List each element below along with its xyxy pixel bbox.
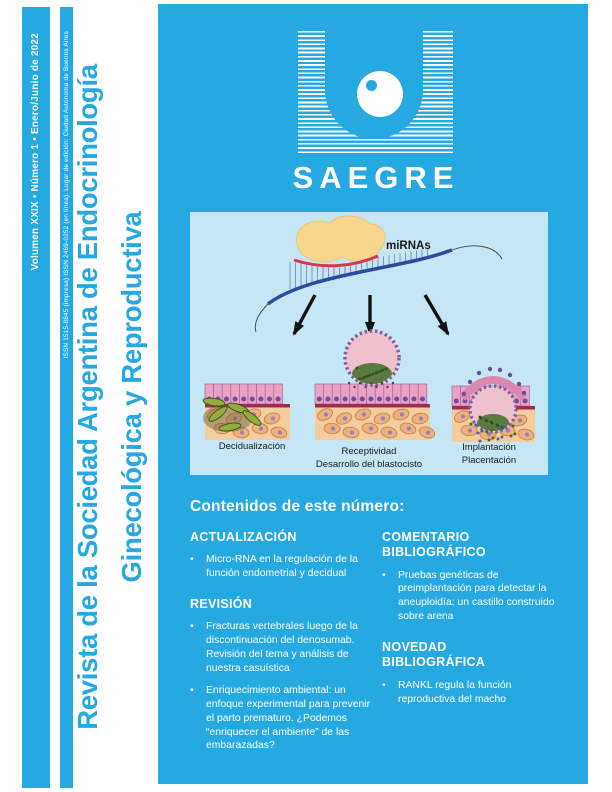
figure-caption-receptivity: Receptividad Desarrollo del blastocisto xyxy=(315,446,423,471)
spine-issn-text: ISSN 1515-8845 (impresa) ISSN 2469-0252 (en línea). Lugar de edición: Ciudad Autónoma de Buenos Aires xyxy=(63,31,70,359)
figure-caption-decidualization: Decidualización xyxy=(218,441,286,452)
section-title-actualizacion: ACTUALIZACIÓN xyxy=(190,530,297,544)
journal-title-line1: Revista de la Sociedad Argentina de Endocrinología xyxy=(72,64,103,730)
bullet-icon: • xyxy=(382,678,386,691)
saegre-logo-icon xyxy=(298,31,453,153)
journal-title-line2: Ginecológica y Reproductiva xyxy=(116,211,147,583)
list-item: • RANKL regula la función reproductiva del macho xyxy=(382,678,512,705)
list-item: • Enriquecimiento ambiental: un enfoque experimental para prevenir el parto prematuro. ¿Podemos “enriquecer el ambiente” de las embarazadas? xyxy=(190,684,371,752)
list-item: • Fracturas vertebrales luego de la discontinuación del denosumab. Revisión del tema y análisis de nuestra casuística xyxy=(190,620,358,674)
spine-volume-text: Volumen XXIX • Número 1 • Enero/Junio de 2022 xyxy=(30,33,41,271)
mirna-figure-drawing xyxy=(190,212,548,475)
section-title-novedad: NOVEDAD BIBLIOGRÁFICA xyxy=(382,640,486,670)
contents-section xyxy=(190,498,574,753)
contents-column-right xyxy=(382,530,574,753)
bullet-icon: • xyxy=(190,553,194,565)
contents-column-left xyxy=(190,530,382,753)
journal-title xyxy=(66,6,156,788)
figure-caption-implantation: Implantación Placentación xyxy=(461,442,517,467)
list-item: • Micro-RNA en la regulación de la función endometrial y decidual xyxy=(190,553,358,579)
mirna-figure xyxy=(190,212,548,475)
bullet-icon: • xyxy=(382,568,386,581)
list-item: • Pruebas genéticas de preimplantación para detectar la aneuploidía: un castillo construido sobre arena xyxy=(382,568,555,622)
logo-wordmark: SAEGRE xyxy=(292,160,460,195)
bullet-icon: • xyxy=(190,684,194,697)
logo-oocyte-icon xyxy=(357,71,403,117)
mirna-figure-label: miRNAs xyxy=(386,240,431,252)
section-title-comentario: COMENTARIO BIBLIOGRÁFICO xyxy=(382,530,486,559)
logo-arch-shape xyxy=(325,31,423,139)
cover-main-panel xyxy=(158,4,588,784)
contents-heading: Contenidos de este número: xyxy=(190,498,405,515)
logo-oocyte-dot xyxy=(366,80,377,91)
section-title-revision: REVISIÓN xyxy=(190,597,253,612)
bullet-icon: • xyxy=(190,620,194,633)
